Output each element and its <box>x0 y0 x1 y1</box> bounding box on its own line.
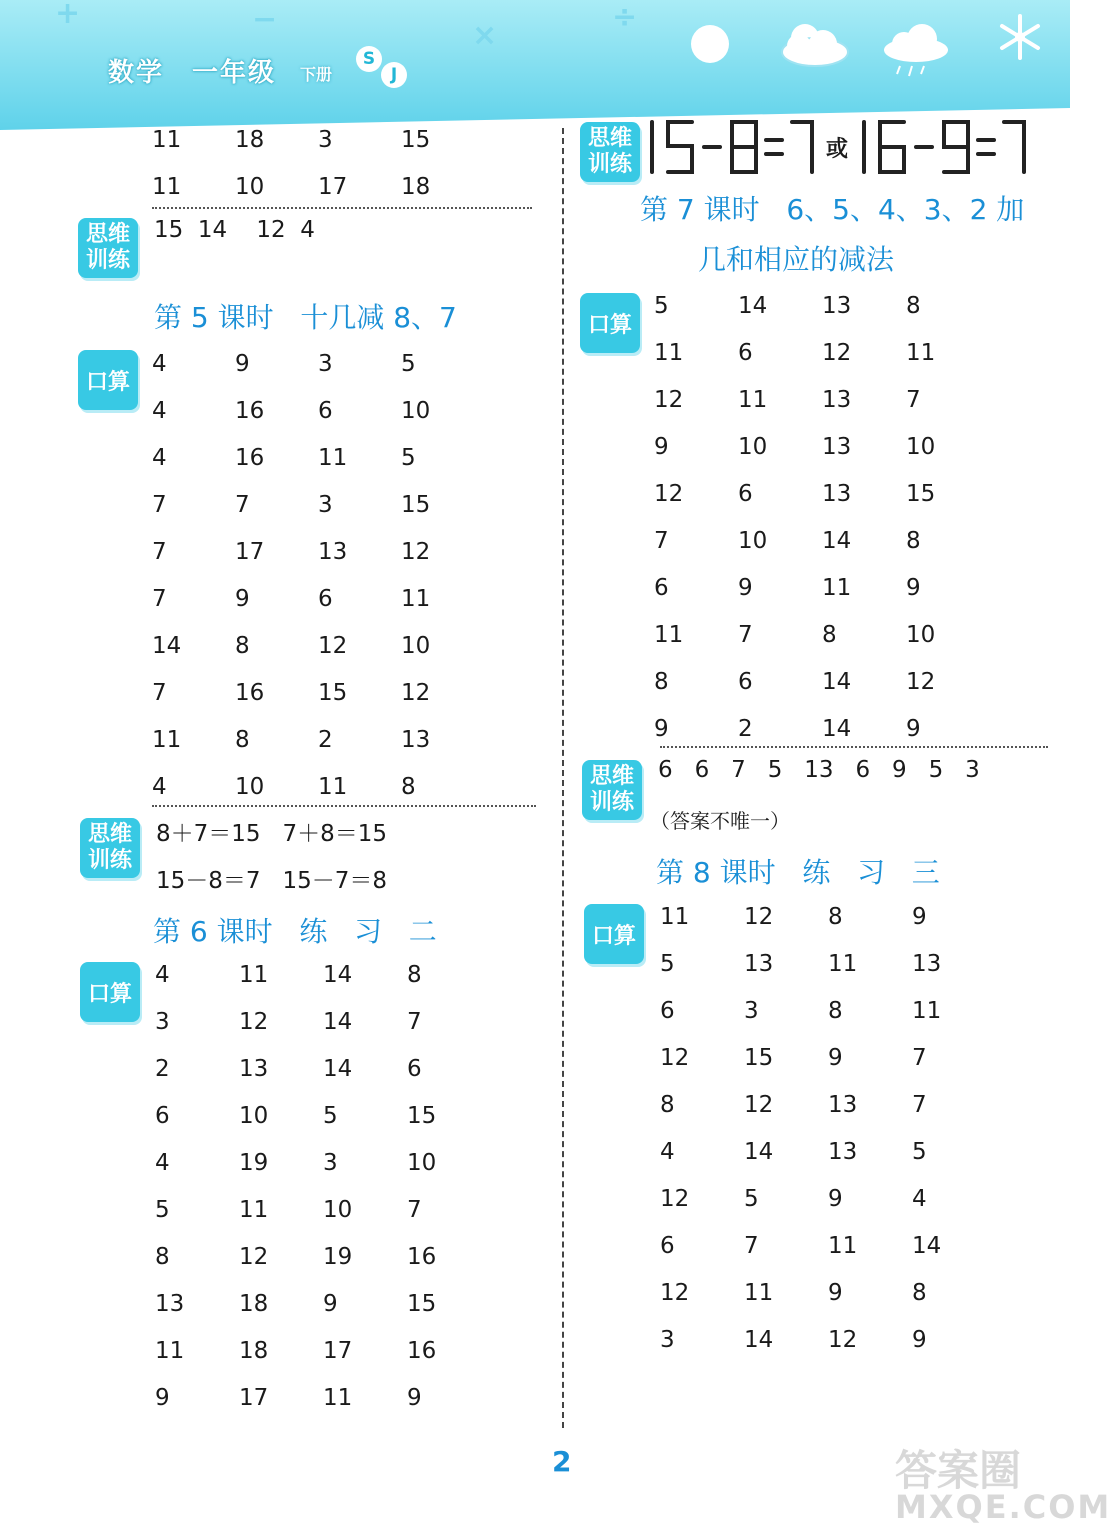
answer: 13 <box>912 951 942 977</box>
answer: 12 <box>401 680 431 706</box>
thinking-answer: 15 14 12 4 <box>154 217 315 243</box>
answer-row <box>654 619 990 651</box>
thinking-equation-1: 8＋7＝15 7＋8＝15 <box>156 821 387 847</box>
matchstick-equation-b <box>858 116 1028 178</box>
answer: 4 <box>152 351 167 377</box>
answer: 9 <box>235 586 250 612</box>
answer: 12 <box>239 1244 269 1270</box>
answer: 6 <box>738 340 753 366</box>
answer: 3 <box>318 492 333 518</box>
top-row-2 <box>152 171 484 203</box>
answer: 12 <box>822 340 852 366</box>
matchstick-answer <box>646 116 1028 178</box>
answer: 17 <box>235 539 265 565</box>
answer: 15 <box>407 1291 437 1317</box>
lesson8-title: 第 8 课时 练 习 三 <box>656 856 940 889</box>
answer: 11 <box>906 340 936 366</box>
answer: 6 <box>660 1233 675 1259</box>
mental-tag: 口算 <box>80 962 140 1022</box>
answer-row <box>155 1100 491 1132</box>
answer: 13 <box>822 434 852 460</box>
answer: 5 <box>401 445 416 471</box>
page-number: 2 <box>552 1445 572 1478</box>
answer: 8 <box>906 528 921 554</box>
answer: 9 <box>407 1385 422 1411</box>
answer: 7 <box>744 1233 759 1259</box>
answer: 7 <box>906 387 921 413</box>
answer: 2 <box>318 727 333 753</box>
answer-row <box>155 1053 491 1085</box>
answer: 14 <box>323 1056 353 1082</box>
answer: 9 <box>906 575 921 601</box>
answer: 9 <box>155 1385 170 1411</box>
answer: 2 <box>738 716 753 742</box>
answer: 6 <box>318 398 333 424</box>
lesson5-title: 第 5 课时 十几减 8、7 <box>154 301 457 334</box>
answer-row <box>152 583 484 615</box>
answer: 5 <box>155 1197 170 1223</box>
answer: 8 <box>828 998 843 1024</box>
answer: 12 <box>401 539 431 565</box>
answer: 9 <box>654 434 669 460</box>
answer-row <box>155 1006 491 1038</box>
answer-row <box>155 1194 491 1226</box>
answer: 12 <box>660 1045 690 1071</box>
answer-row <box>654 666 990 698</box>
answer: 15 <box>744 1045 774 1071</box>
answer: 11 <box>152 174 182 200</box>
answer: 6 <box>407 1056 422 1082</box>
answer: 12 <box>744 904 774 930</box>
answer: 7 <box>654 528 669 554</box>
answer-row <box>155 1288 491 1320</box>
answer: 11 <box>318 445 348 471</box>
answer: 11 <box>738 387 768 413</box>
answer: 12 <box>660 1280 690 1306</box>
badge-j: J <box>381 62 407 88</box>
answer: 14 <box>323 962 353 988</box>
answer: 16 <box>235 445 265 471</box>
lesson7-subtitle: 几和相应的减法 <box>698 243 895 276</box>
answer: 10 <box>323 1197 353 1223</box>
answer: 17 <box>239 1385 269 1411</box>
answer: 3 <box>318 351 333 377</box>
answer: 11 <box>654 622 684 648</box>
answer: 12 <box>906 669 936 695</box>
answer-row <box>654 713 990 745</box>
answer: 17 <box>318 174 348 200</box>
answer-row <box>654 290 990 322</box>
answer-row <box>155 1147 491 1179</box>
answer: 9 <box>828 1045 843 1071</box>
answer: 11 <box>318 774 348 800</box>
watermark-url: MXQE.COM <box>895 1488 1111 1526</box>
answer: 9 <box>912 1327 927 1353</box>
answer: 14 <box>738 293 768 319</box>
answer: 7 <box>407 1009 422 1035</box>
answer-row <box>660 995 996 1027</box>
answer-row <box>155 1241 491 1273</box>
sun-icon <box>688 14 732 74</box>
answer: 6 <box>318 586 333 612</box>
thinking-equation-2: 15－8＝7 15－7＝8 <box>156 868 387 894</box>
answer-row <box>660 1042 996 1074</box>
mental-tag: 口算 <box>580 293 640 353</box>
answer: 7 <box>912 1045 927 1071</box>
answer-row <box>660 1277 996 1309</box>
answer: 5 <box>660 951 675 977</box>
answer-note: （答案不唯一） <box>650 809 790 833</box>
answer: 13 <box>828 1092 858 1118</box>
answer: 14 <box>822 528 852 554</box>
answer: 8 <box>906 293 921 319</box>
answer: 12 <box>654 481 684 507</box>
answer: 5 <box>912 1139 927 1165</box>
answer: 16 <box>407 1338 437 1364</box>
answer: 7 <box>738 622 753 648</box>
answer: 7 <box>235 492 250 518</box>
answer-row <box>152 677 484 709</box>
answer: 18 <box>235 127 265 153</box>
answer: 6 <box>660 998 675 1024</box>
answer: 11 <box>654 340 684 366</box>
answer-row <box>654 384 990 416</box>
answer: 2 <box>155 1056 170 1082</box>
answer: 8 <box>407 962 422 988</box>
answer: 19 <box>239 1150 269 1176</box>
answer: 9 <box>738 575 753 601</box>
answer: 11 <box>660 904 690 930</box>
times-icon: × <box>472 18 498 53</box>
answer: 10 <box>239 1103 269 1129</box>
answer-row <box>654 431 990 463</box>
answer: 16 <box>407 1244 437 1270</box>
answer: 13 <box>822 293 852 319</box>
answer: 4 <box>152 774 167 800</box>
answer: 5 <box>323 1103 338 1129</box>
thinking-tag: 思维训练 <box>80 818 140 878</box>
divide-icon: ÷ <box>612 0 638 35</box>
answer: 18 <box>401 174 431 200</box>
plus-icon: + <box>55 0 81 31</box>
answer: 9 <box>323 1291 338 1317</box>
dotted-separator <box>152 207 532 209</box>
answer: 14 <box>744 1139 774 1165</box>
answer: 11 <box>152 127 182 153</box>
answer: 3 <box>318 127 333 153</box>
answer: 4 <box>152 398 167 424</box>
answer: 12 <box>744 1092 774 1118</box>
answer: 18 <box>239 1338 269 1364</box>
answer: 14 <box>744 1327 774 1353</box>
answer: 11 <box>239 1197 269 1223</box>
mental-tag: 口算 <box>584 904 644 964</box>
answer: 11 <box>323 1385 353 1411</box>
cloud-sun-icon <box>775 14 850 74</box>
dotted-separator <box>152 805 536 807</box>
matchstick-equation-a <box>646 116 816 178</box>
answer: 6 <box>654 575 669 601</box>
answer-row <box>152 442 484 474</box>
answer: 4 <box>155 962 170 988</box>
answer: 12 <box>318 633 348 659</box>
answer: 11 <box>239 962 269 988</box>
badge-s: S <box>356 46 382 72</box>
answer: 14 <box>912 1233 942 1259</box>
answer: 8 <box>654 669 669 695</box>
answer-row <box>660 1136 996 1168</box>
answer-row <box>654 525 990 557</box>
answer: 11 <box>822 575 852 601</box>
answer-row <box>155 1382 491 1414</box>
answer: 11 <box>401 586 431 612</box>
answer: 8 <box>822 622 837 648</box>
thinking-tag: 思维训练 <box>582 760 642 820</box>
answer-row <box>152 348 484 380</box>
answer: 6 <box>738 481 753 507</box>
or-word: 或 <box>826 136 849 162</box>
answer-row <box>654 337 990 369</box>
answer: 13 <box>822 387 852 413</box>
answer: 13 <box>744 951 774 977</box>
answer: 5 <box>744 1186 759 1212</box>
answer: 15 <box>318 680 348 706</box>
answer-row <box>152 724 484 756</box>
answer: 16 <box>235 398 265 424</box>
thinking-tag: 思维训练 <box>580 122 640 182</box>
answer: 10 <box>235 174 265 200</box>
answer: 9 <box>906 716 921 742</box>
answer: 7 <box>152 539 167 565</box>
answer: 13 <box>828 1139 858 1165</box>
answer: 3 <box>155 1009 170 1035</box>
answer-row <box>152 536 484 568</box>
answer: 10 <box>906 434 936 460</box>
answer: 15 <box>906 481 936 507</box>
header-grade: 一年级 <box>192 58 277 88</box>
answer: 18 <box>239 1291 269 1317</box>
answer: 15 <box>407 1103 437 1129</box>
answer: 14 <box>822 716 852 742</box>
answer: 15 <box>401 492 431 518</box>
answer: 10 <box>401 398 431 424</box>
answer: 3 <box>744 998 759 1024</box>
answer-row <box>660 1089 996 1121</box>
answer: 11 <box>744 1280 774 1306</box>
answer: 10 <box>401 633 431 659</box>
answer: 13 <box>239 1056 269 1082</box>
answer: 13 <box>822 481 852 507</box>
answer: 12 <box>828 1327 858 1353</box>
answer: 13 <box>318 539 348 565</box>
answer: 14 <box>822 669 852 695</box>
column-divider <box>562 128 564 1428</box>
answer: 4 <box>152 445 167 471</box>
answer-row <box>152 630 484 662</box>
answer: 10 <box>738 528 768 554</box>
answer-row <box>155 1335 491 1367</box>
answer: 7 <box>912 1092 927 1118</box>
answer: 16 <box>235 680 265 706</box>
answer: 7 <box>152 586 167 612</box>
answer: 9 <box>235 351 250 377</box>
answer-row <box>654 572 990 604</box>
mental-tag: 口算 <box>78 350 138 410</box>
answer: 8 <box>660 1092 675 1118</box>
answer: 8 <box>155 1244 170 1270</box>
answer: 6 <box>155 1103 170 1129</box>
answer-row <box>152 489 484 521</box>
answer: 13 <box>401 727 431 753</box>
minus-icon: − <box>252 2 278 37</box>
snowflake-icon <box>995 12 1045 62</box>
answer-row <box>152 771 484 803</box>
watermark-logo: 答案圈 <box>895 1446 1022 1495</box>
answer-row <box>654 478 990 510</box>
answer: 9 <box>654 716 669 742</box>
answer: 9 <box>912 904 927 930</box>
header-volume: 下册 <box>300 65 333 84</box>
answer-row <box>660 1324 996 1356</box>
answer-row <box>660 1230 996 1262</box>
answer: 12 <box>660 1186 690 1212</box>
answer: 12 <box>239 1009 269 1035</box>
top-row-1 <box>152 124 484 156</box>
answer: 7 <box>407 1197 422 1223</box>
answer: 11 <box>828 951 858 977</box>
thinking-answer: 6 6 7 5 13 6 9 5 3 <box>658 757 980 783</box>
answer: 14 <box>323 1009 353 1035</box>
answer: 7 <box>152 492 167 518</box>
answer: 8 <box>828 904 843 930</box>
answer: 5 <box>401 351 416 377</box>
thinking-tag: 思维训练 <box>78 218 138 278</box>
header-subject: 数学 <box>108 58 165 88</box>
answer: 10 <box>906 622 936 648</box>
answer-row <box>152 395 484 427</box>
answer: 9 <box>828 1186 843 1212</box>
answer: 7 <box>152 680 167 706</box>
lesson7-title: 第 7 课时 6、5、4、3、2 加 <box>640 193 1025 226</box>
answer: 11 <box>152 727 182 753</box>
answer: 4 <box>660 1139 675 1165</box>
dotted-separator <box>660 746 1048 748</box>
answer: 10 <box>235 774 265 800</box>
answer: 11 <box>912 998 942 1024</box>
answer: 12 <box>654 387 684 413</box>
answer-row <box>155 959 491 991</box>
answer: 8 <box>235 633 250 659</box>
answer: 3 <box>660 1327 675 1353</box>
answer: 8 <box>235 727 250 753</box>
answer: 11 <box>828 1233 858 1259</box>
answer: 14 <box>152 633 182 659</box>
answer: 8 <box>912 1280 927 1306</box>
answer: 13 <box>155 1291 185 1317</box>
answer: 17 <box>323 1338 353 1364</box>
answer: 5 <box>654 293 669 319</box>
answer: 3 <box>323 1150 338 1176</box>
answer: 9 <box>828 1280 843 1306</box>
rain-cloud-icon <box>878 14 953 82</box>
answer-row <box>660 1183 996 1215</box>
answer: 10 <box>738 434 768 460</box>
lesson6-title: 第 6 课时 练 习 二 <box>153 915 437 948</box>
answer: 19 <box>323 1244 353 1270</box>
answer: 4 <box>155 1150 170 1176</box>
answer-row <box>660 901 996 933</box>
answer-row <box>660 948 996 980</box>
answer: 11 <box>155 1338 185 1364</box>
answer: 15 <box>401 127 431 153</box>
answer: 4 <box>912 1186 927 1212</box>
answer: 6 <box>738 669 753 695</box>
answer: 8 <box>401 774 416 800</box>
answer: 10 <box>407 1150 437 1176</box>
